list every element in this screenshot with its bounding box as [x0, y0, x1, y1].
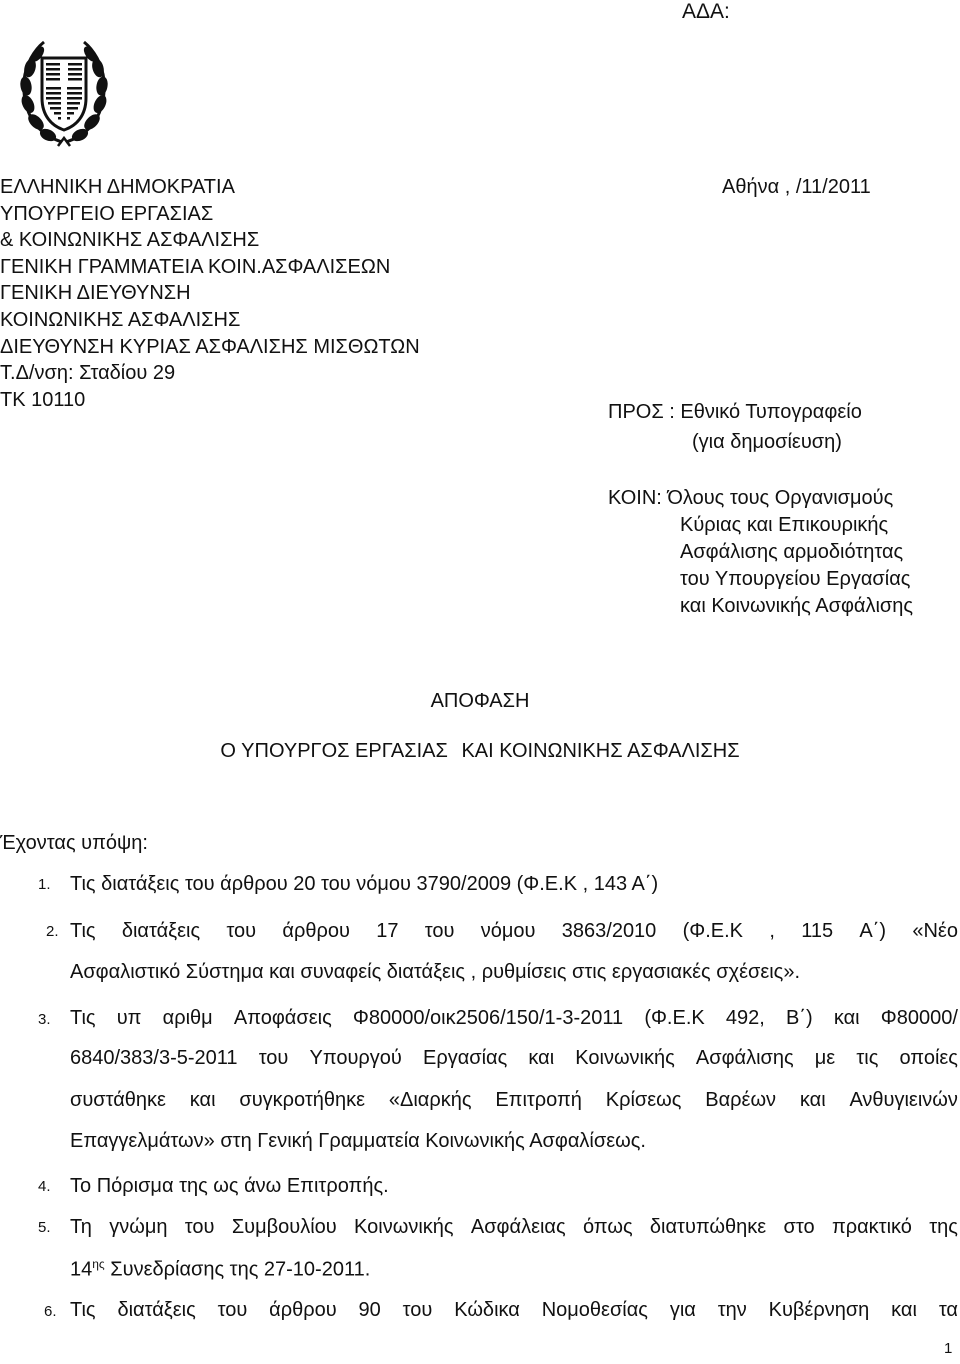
word: συστάθηκε — [70, 1089, 166, 1111]
item-number: 3. — [38, 1011, 51, 1028]
word: Συμβουλίου — [231, 1216, 337, 1238]
item-number: 5. — [38, 1219, 51, 1236]
word: Κοινωνικής — [354, 1216, 454, 1238]
word: νόμου — [480, 920, 536, 942]
koin-line: Ασφάλισης αρμοδιότητας — [680, 541, 904, 563]
sender-line: ΔΙΕΥΘΥΝΣΗ ΚΥΡΙΑΣ ΑΣΦΑΛΙΣΗΣ ΜΙΣΘΩΤΩΝ — [0, 335, 420, 358]
word: για — [669, 1299, 696, 1321]
word: και — [833, 1007, 860, 1029]
koin-line: ΚΟΙΝ: Όλους τους Οργανισμούς — [608, 487, 894, 509]
decision-title: ΑΠΟΦΑΣΗ — [430, 690, 530, 712]
sender-line: & ΚΟΙΝΩΝΙΚΗΣ ΑΣΦΑΛΙΣΗΣ — [0, 229, 260, 252]
sender-line: Τ.Δ/νση: Σταδίου 29 — [0, 362, 176, 385]
word: 492, — [725, 1007, 765, 1029]
word: του — [184, 1216, 215, 1238]
word: Τις — [70, 1299, 96, 1321]
item-text: Ασφαλιστικό Σύστημα και συναφείς διατάξεις , ρυθμίσεις στις εργασιακές σχέσεις». — [70, 961, 800, 983]
sender-line: ΓΕΝΙΚΗ ΓΡΑΜΜΑΤΕΙΑ ΚΟΙΝ.ΑΣΦΑΛΙΣΕΩΝ — [0, 255, 391, 278]
word: του — [258, 1047, 289, 1069]
item-number: 4. — [38, 1178, 51, 1195]
word: συγκροτήθηκε — [239, 1089, 366, 1111]
word: υπ — [116, 1007, 142, 1029]
word: του — [402, 1299, 433, 1321]
word: Κρίσεως — [605, 1089, 682, 1111]
recipient-note: (για δημοσίευση) — [692, 431, 842, 453]
word: Νομοθεσίας — [541, 1299, 648, 1321]
word: τα — [938, 1299, 958, 1321]
document-date: Αθήνα , /11/2011 — [722, 176, 871, 198]
word: διατάξεις — [117, 1299, 196, 1321]
item-text: Τις διατάξεις του άρθρου 20 του νόμου 3790/2009 (Φ.Ε.Κ , 143 Α΄) — [70, 873, 659, 895]
word: Επιτροπή — [495, 1089, 582, 1111]
word: Κώδικα — [454, 1299, 520, 1321]
sender-line: ΕΛΛΗΝΙΚΗ ΔΗΜΟΚΡΑΤΙΑ — [0, 176, 235, 198]
koin-line: Κύριας και Επικουρικής — [680, 514, 889, 536]
hellenic-republic-emblem — [18, 34, 110, 152]
sender-block — [0, 174, 420, 413]
word: άρθρου — [282, 920, 350, 942]
word: Κυβέρνηση — [768, 1299, 870, 1321]
word: (Φ.Ε.Κ — [644, 1007, 705, 1029]
recipient-line: ΠΡΟΣ : Εθνικό Τυπογραφείο — [608, 401, 862, 423]
word: Βαρέων — [705, 1089, 777, 1111]
item-text-justified — [70, 1299, 958, 1322]
word: Ασφάλειας — [470, 1216, 566, 1238]
word: του — [226, 920, 257, 942]
sender-line: ΤΚ 10110 — [0, 388, 86, 411]
word: Ανθυγιεινών — [849, 1089, 958, 1111]
item-text-justified — [70, 1216, 958, 1239]
word: πρακτικό — [831, 1216, 912, 1238]
word: 3863/2010 — [561, 920, 657, 942]
minister-title-b: ΚΑΙ ΚΟΙΝΩΝΙΚΗΣ ΑΣΦΑΛΙΣΗΣ — [461, 740, 740, 762]
word: Κοινωνικής — [575, 1047, 675, 1069]
sender-line: ΥΠΟΥΡΓΕΙΟ ΕΡΓΑΣΙΑΣ — [0, 202, 214, 225]
having-heading: Έχοντας υπόψη: — [0, 832, 148, 854]
word: και — [528, 1047, 555, 1069]
word: 90 — [358, 1299, 381, 1321]
word: Υπουργού — [309, 1047, 402, 1069]
item-number: 2. — [46, 923, 59, 940]
koin-line: και Κοινωνικής Ασφάλισης — [680, 595, 914, 617]
word: και — [891, 1299, 917, 1321]
koin-line: του Υπουργείου Εργασίας — [680, 568, 911, 590]
word: Εργασίας — [422, 1047, 508, 1069]
word: αριθμ — [162, 1007, 213, 1029]
item-text-justified — [70, 920, 958, 943]
sender-line: ΚΟΙΝΩΝΙΚΗΣ ΑΣΦΑΛΙΣΗΣ — [0, 308, 241, 331]
word: διατάξεις — [121, 920, 201, 942]
item-text-justified — [70, 1047, 958, 1070]
item-number: 1. — [38, 876, 51, 893]
session-number: 14 — [70, 1258, 93, 1281]
word: Ασφάλισης — [695, 1047, 794, 1069]
word: του — [424, 920, 455, 942]
word: 17 — [376, 920, 399, 942]
word: 6840/383/3-5-2011 — [70, 1047, 238, 1069]
word: Φ80000/οικ2506/150/1-3-2011 — [352, 1007, 624, 1029]
word: Β΄) — [786, 1007, 813, 1029]
word: στο — [783, 1216, 815, 1238]
page-number: 1 — [944, 1340, 953, 1357]
word: οποίες — [899, 1047, 958, 1069]
word: γνώμη — [109, 1216, 168, 1238]
item-text-justified — [70, 1007, 958, 1030]
word: , — [769, 920, 775, 942]
session-ordinal: ης — [92, 1257, 105, 1271]
word: την — [717, 1299, 747, 1321]
word: και — [799, 1089, 826, 1111]
word: 115 — [801, 920, 834, 942]
ada-label: ΑΔΑ: — [682, 0, 730, 23]
word: Αποφάσεις — [233, 1007, 332, 1029]
item-text-justified — [70, 1089, 958, 1112]
item-number: 6. — [44, 1303, 57, 1320]
word: διατυπώθηκε — [649, 1216, 767, 1238]
item-text: Το Πόρισμα της ως άνω Επιτροπής. — [70, 1175, 389, 1197]
minister-title — [0, 738, 960, 764]
word: (Φ.Ε.Κ — [682, 920, 744, 942]
item-text — [70, 1257, 370, 1282]
word: με — [814, 1047, 836, 1069]
word: Τις — [70, 1007, 96, 1029]
item-text: Επαγγελμάτων» στη Γενική Γραμματεία Κοινωνικής Ασφαλίσεως. — [70, 1130, 646, 1152]
word: του — [217, 1299, 248, 1321]
word: και — [189, 1089, 216, 1111]
word: άρθρου — [269, 1299, 337, 1321]
word: «Διαρκής — [388, 1089, 472, 1111]
word: τις — [856, 1047, 879, 1069]
word: της — [929, 1216, 958, 1238]
minister-title-a: Ο ΥΠΟΥΡΓΟΣ ΕΡΓΑΣΙΑΣ — [220, 740, 448, 762]
word: Τις — [70, 920, 96, 942]
word: Φ80000/ — [880, 1007, 958, 1029]
session-text: Συνεδρίασης της 27-10-2011. — [104, 1258, 371, 1281]
word: Α΄) — [859, 920, 887, 942]
word: Τη — [70, 1216, 92, 1238]
sender-line: ΓΕΝΙΚΗ ΔΙΕΥΘΥΝΣΗ — [0, 282, 191, 305]
word: όπως — [582, 1216, 633, 1238]
word: «Νέο — [912, 920, 958, 942]
